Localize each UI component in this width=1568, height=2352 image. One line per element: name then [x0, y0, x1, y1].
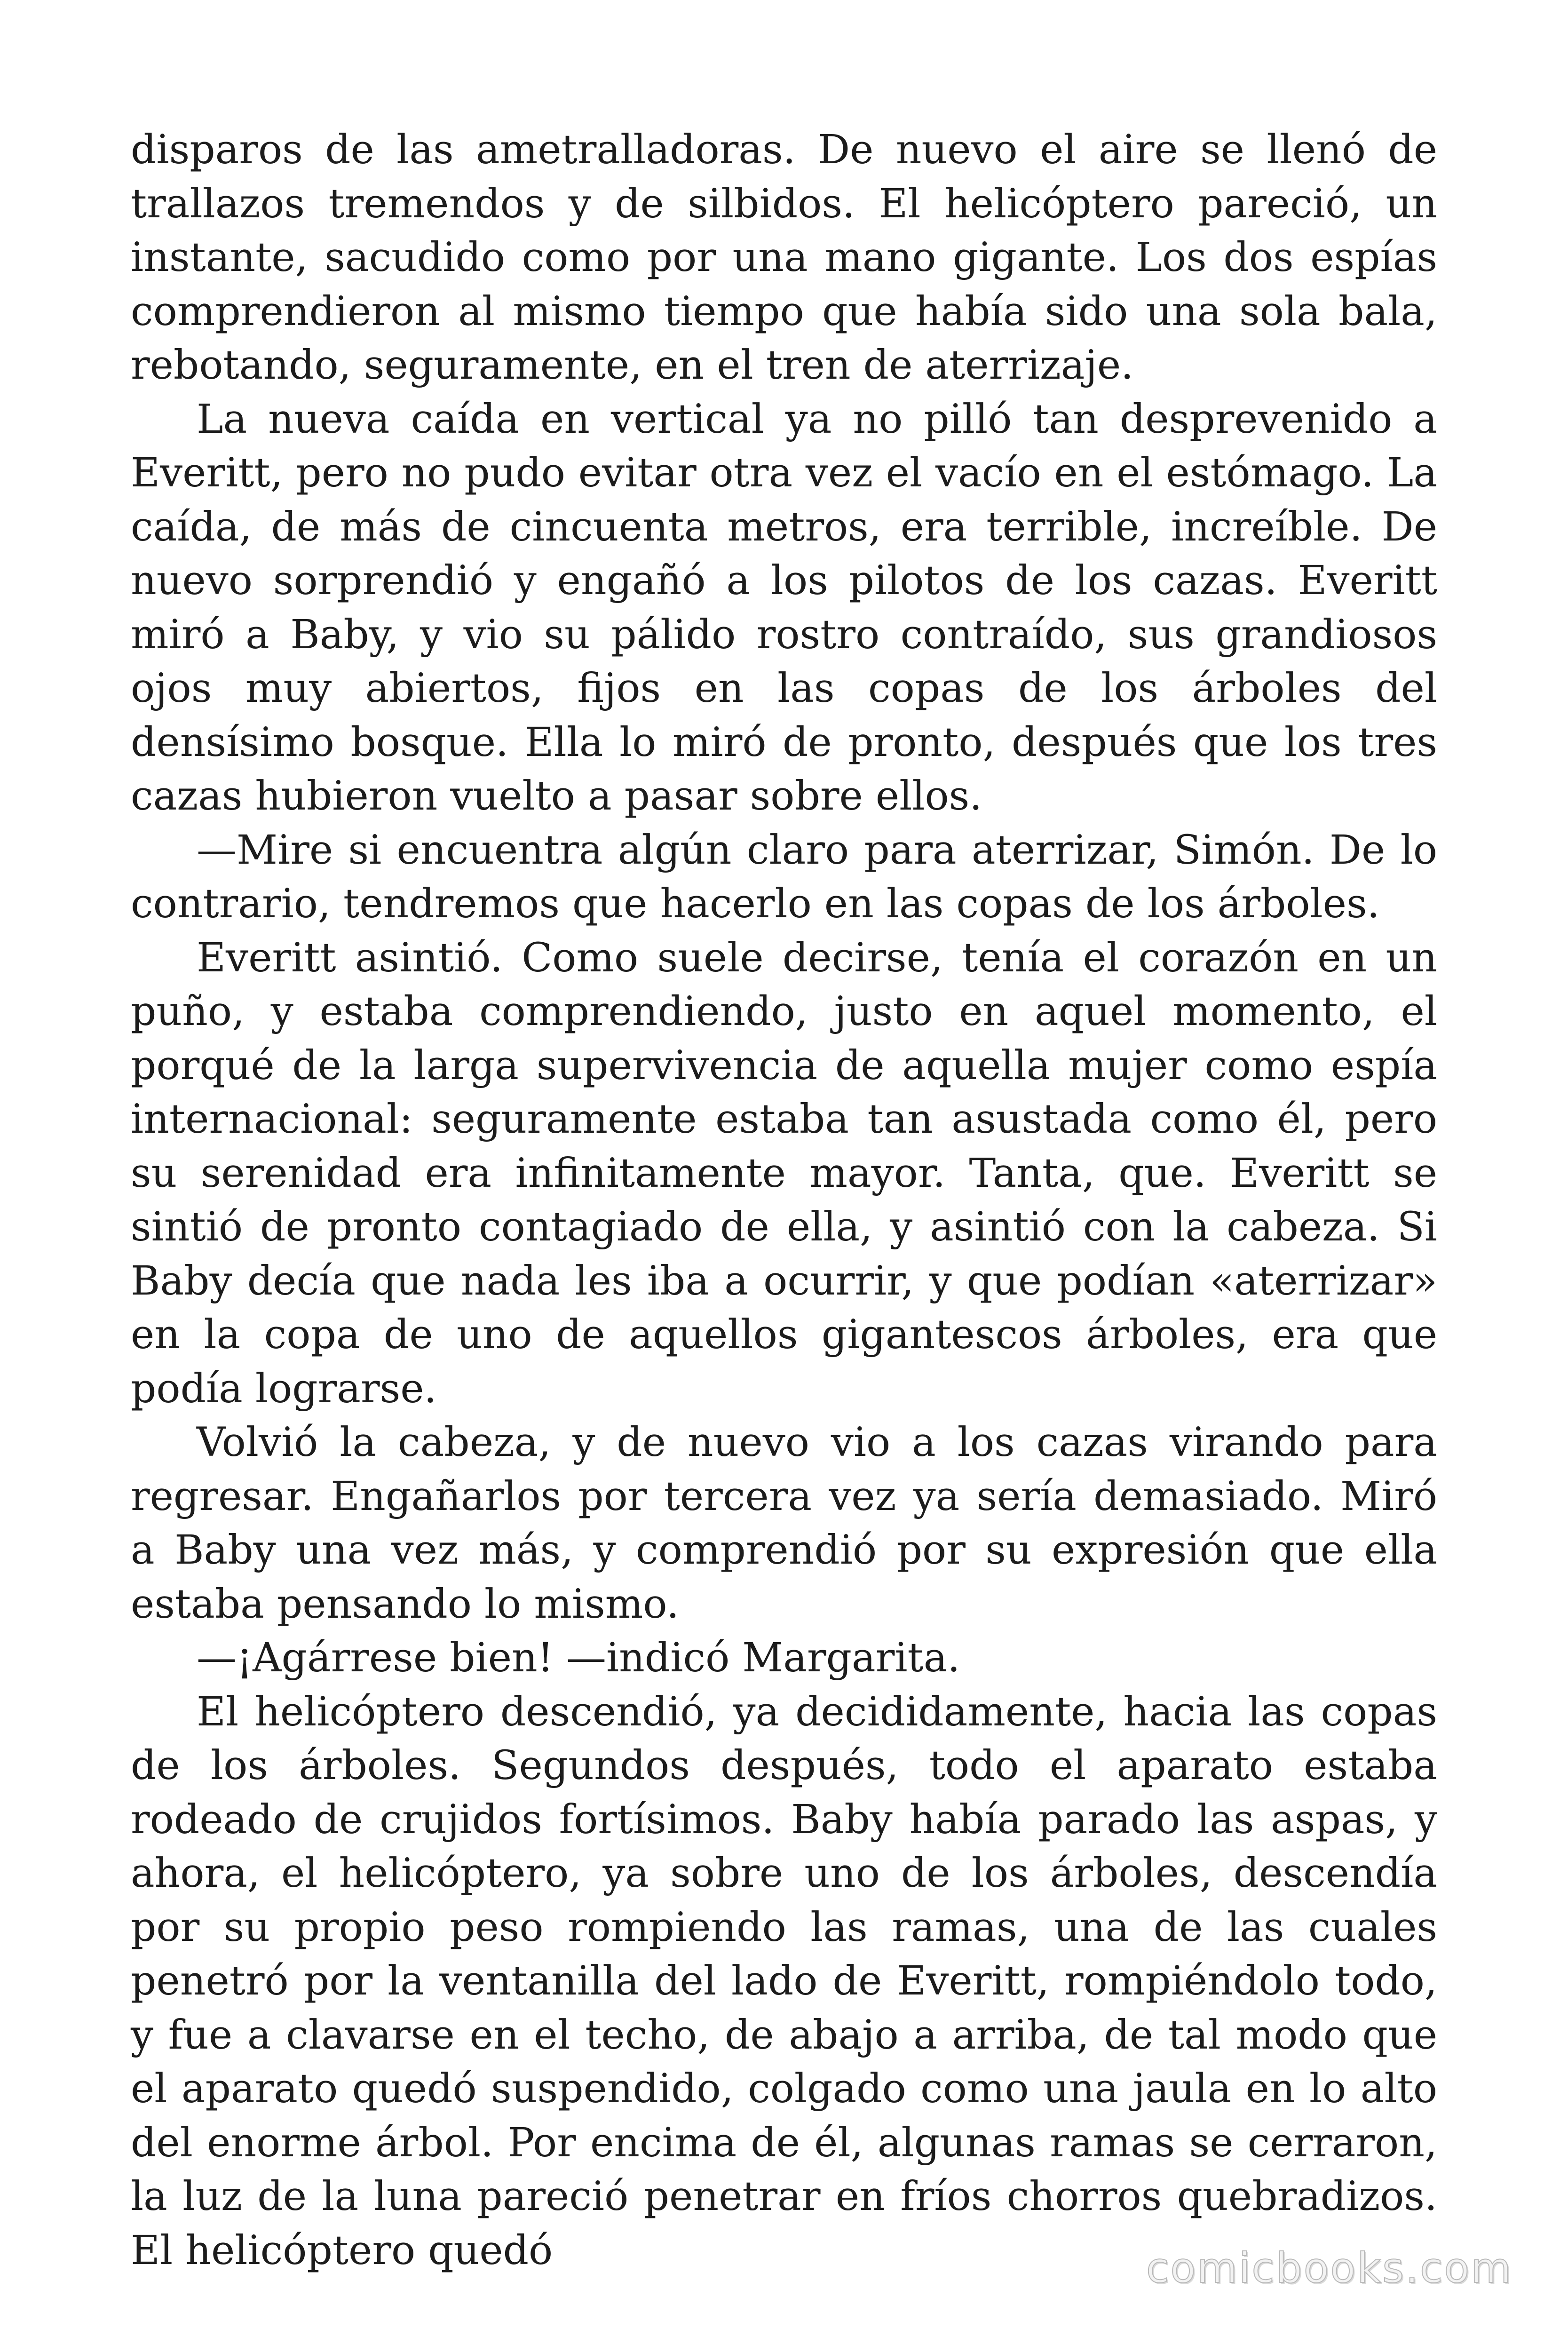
body-text	[131, 123, 1437, 2278]
paragraph-1: disparos de las ametralladoras. De nuevo el aire se llenó de trallazos tremendos y de silbidos. El helicóptero pareció, un instante, sacudido como por una mano gigante. Los dos espías comprendieron al mismo tiempo que había sido una sola bala, rebotando, seguramente, en el tren de aterrizaje.	[131, 127, 1437, 389]
paragraph-3: —Mire si encuentra algún claro para aterrizar, Simón. De lo contrario, tendremos que hacerlo en las copas de los árboles.	[131, 826, 1437, 927]
paragraph-5: Volvió la cabeza, y de nuevo vio a los cazas virando para regresar. Engañarlos por tercera vez ya sería demasiado. Miró a Baby una vez más, y comprendió por su expresión que ella estaba pensando lo mismo.	[131, 1419, 1437, 1628]
paragraph-4: Everitt asintió. Como suele decirse, tenía el corazón en un puño, y estaba comprendiendo, justo en aquel momento, el porqué de la larga supervivencia de aquella mujer como espía internacional: seguramente estaba tan asustada como él, pero su serenidad era infinitamente mayor. Tanta, que. Everitt se sintió de pronto contagiado de ella, y asintió con la cabeza. Si Baby decía que nada les iba a ocurrir, y que podían «aterrizar» en la copa de uno de aquellos gigantescos árboles, era que podía lograrse.	[131, 934, 1437, 1412]
paragraph-6: —¡Agárrese bien! —indicó Margarita.	[197, 1635, 960, 1681]
watermark: comicbooks.com	[1146, 2244, 1513, 2292]
paragraph-2: La nueva caída en vertical ya no pilló tan desprevenido a Everitt, pero no pudo evitar otra vez el vacío en el estómago. La caída, de más de cincuenta metros, era terrible, increíble. De nuevo sorprendió y engañó a los pilotos de los cazas. Everitt miró a Baby, y vio su pálido rostro contraído, sus grandiosos ojos muy abiertos, fijos en las copas de los árboles del densísimo bosque. Ella lo miró de pronto, después que los tres cazas hubieron vuelto a pasar sobre ellos.	[131, 396, 1437, 819]
paragraph-7: El helicóptero descendió, ya decididamente, hacia las copas de los árboles. Segundos después, todo el aparato estaba rodeado de crujidos fortísimos. Baby había parado las aspas, y ahora, el helicóptero, ya sobre uno de los árboles, descendía por su propio peso rompiendo las ramas, una de las cuales penetró por la ventanilla del lado de Everitt, rompiéndolo todo, y fue a clavarse en el techo, de abajo a arriba, de tal modo que el aparato quedó suspendido, colgado como una jaula en lo alto del enorme árbol. Por encima de él, algunas ramas se cerraron, la luz de la luna pareció penetrar en fríos chorros quebradizos. El helicóptero quedó	[131, 1688, 1437, 2274]
